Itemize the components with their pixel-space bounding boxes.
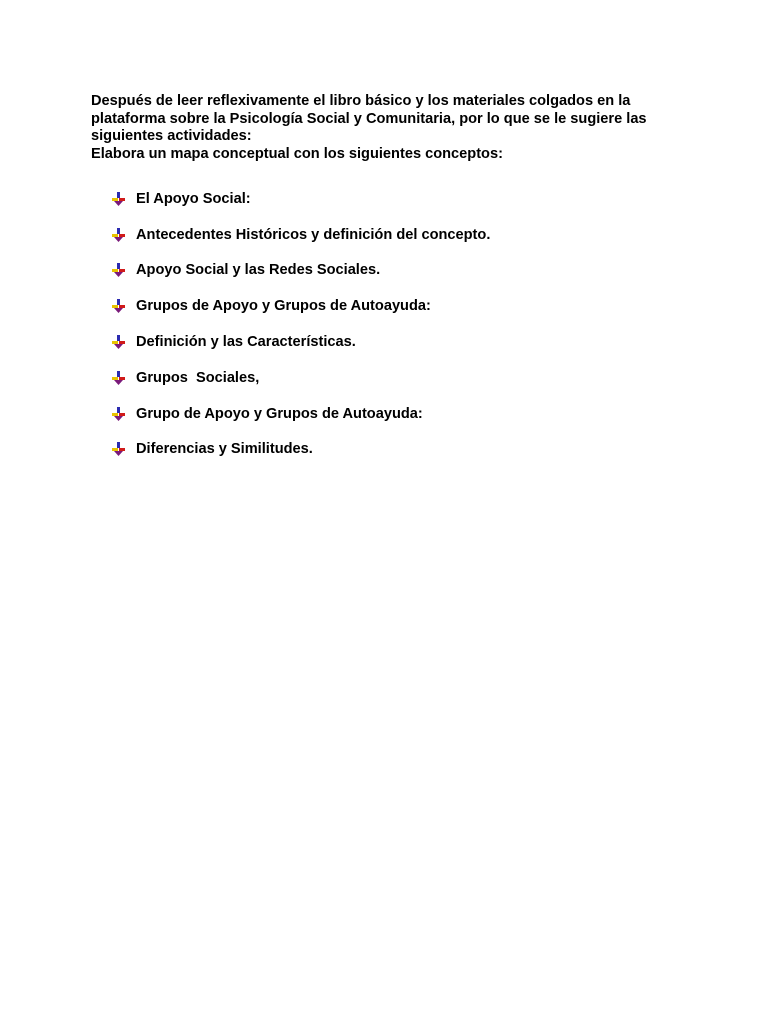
concept-list [112,181,672,467]
list-item [112,396,672,432]
list-item [112,288,672,324]
colored-arrow-down-icon [112,442,125,456]
colored-arrow-down-icon [112,335,125,349]
colored-arrow-down-icon [112,192,125,206]
list-item-text: Grupo de Apoyo y Grupos de Autoayuda: [136,405,423,422]
list-item-text: Grupos Sociales, [136,369,260,386]
colored-arrow-down-icon [112,263,125,277]
list-item [112,181,672,217]
colored-arrow-down-icon [112,407,125,421]
list-item-text: Definición y las Características. [136,334,356,351]
list-item [112,324,672,360]
list-item-text: Apoyo Social y las Redes Sociales. [136,262,381,279]
intro-line: Después de leer reflexivamente el libro básico y los materiales colgados en la [91,93,631,109]
colored-arrow-down-icon [112,228,125,242]
instruction-line: Elabora un mapa conceptual con los siguientes conceptos: [91,145,503,162]
colored-arrow-down-icon [112,371,125,385]
intro-line: siguientes actividades: [91,128,252,144]
list-item [112,253,672,289]
list-item [112,432,672,468]
list-item-text: El Apoyo Social: [136,190,251,207]
list-item-text: Grupos de Apoyo y Grupos de Autoayuda: [136,298,431,315]
intro-line: plataforma sobre la Psicología Social y Comunitaria, por lo que se le sugiere las [91,110,647,127]
list-item [112,217,672,253]
list-item [112,360,672,396]
intro-paragraph [91,93,691,163]
list-item-text: Diferencias y Similitudes. [136,441,313,458]
colored-arrow-down-icon [112,299,125,313]
list-item-text: Antecedentes Históricos y definición del concepto. [136,226,491,243]
